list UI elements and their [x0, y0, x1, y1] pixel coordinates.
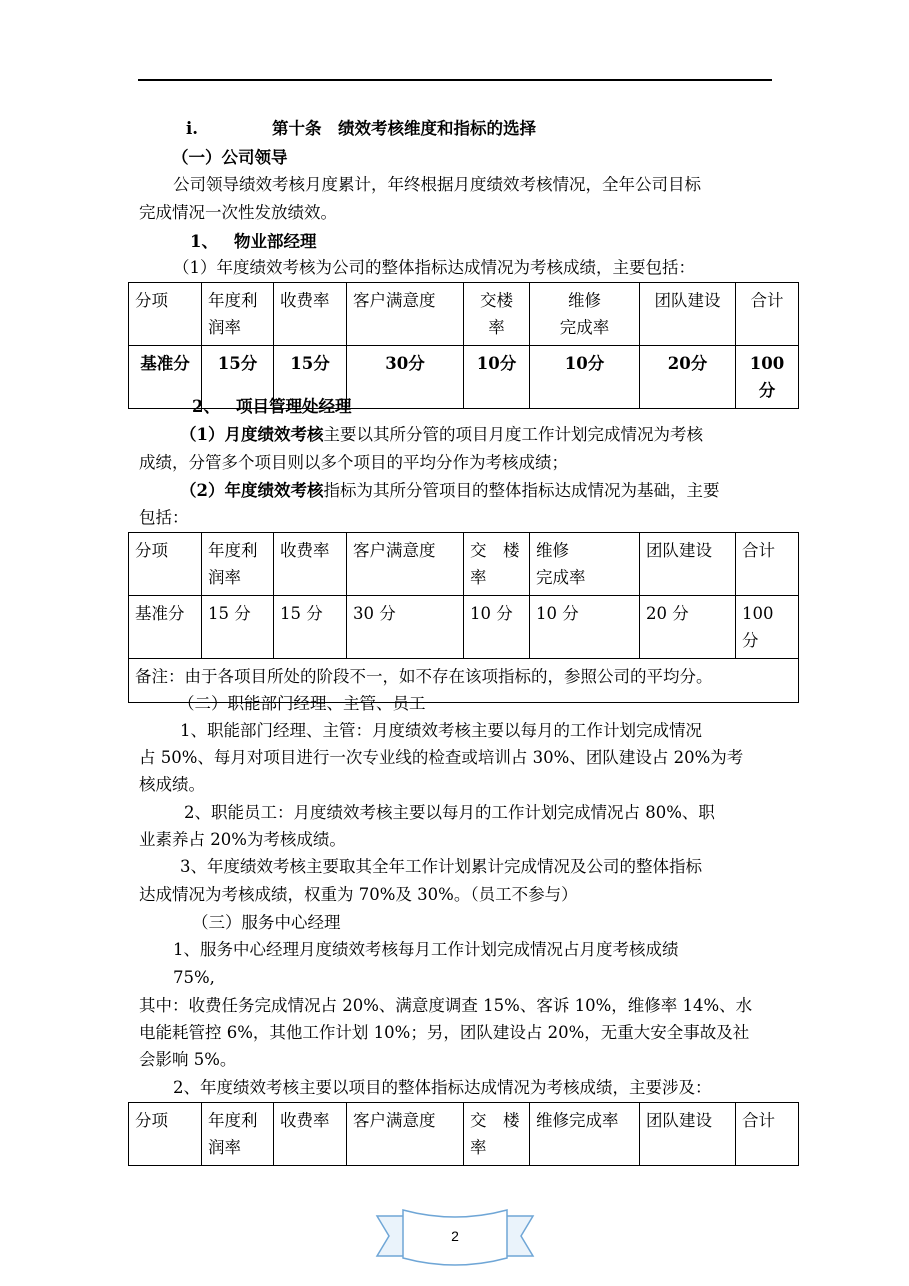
- paragraph-line: 核成绩。: [139, 775, 205, 794]
- table-header-cell: 客户满意度: [347, 533, 464, 596]
- table-cell: 基准分: [129, 346, 202, 409]
- table-cell: 10分: [464, 346, 530, 409]
- table-header-cell: 交 楼 率: [464, 1103, 530, 1166]
- table-header-cell: 客户满意度: [347, 1103, 464, 1166]
- paragraph-emphasis: （1）月度绩效考核: [180, 425, 324, 444]
- table-header-cell: 年度利 润率: [202, 283, 274, 346]
- table-header-cell: 维修完成率: [530, 1103, 640, 1166]
- table-cell: 15分: [274, 346, 347, 409]
- table-cell: 15分: [202, 346, 274, 409]
- header-rule: [138, 79, 772, 81]
- table-cell: 30 分: [347, 596, 464, 659]
- table-header-cell: 收费率: [274, 283, 347, 346]
- paragraph-line: 其中：收费任务完成情况占 20%、满意度调查 15%、客诉 10%，维修率 14%、水: [139, 996, 753, 1015]
- paragraph-line: 3、年度绩效考核主要取其全年工作计划累计完成情况及公司的整体指标: [180, 857, 702, 876]
- table-header-cell: 团队建设: [640, 283, 736, 346]
- table-cell: 基准分: [129, 596, 202, 659]
- table-cell: 15 分: [274, 596, 347, 659]
- table-header-cell: 分项: [129, 283, 202, 346]
- section-title-functional-departments: （二）职能部门经理、主管、员工: [178, 694, 426, 713]
- score-table-service-center: [128, 1102, 799, 1166]
- paragraph-line: 1、服务中心经理月度绩效考核每月工作计划完成情况占月度考核成绩: [173, 940, 679, 959]
- paragraph-line: 业素养占 20%为考核成绩。: [139, 830, 346, 849]
- table-cell: 20分: [640, 346, 736, 409]
- table-header-cell: 分项: [129, 533, 202, 596]
- table-header-cell: 交 楼 率: [464, 533, 530, 596]
- table-cell: 30分: [347, 346, 464, 409]
- table-cell: 10 分: [464, 596, 530, 659]
- page-number-ribbon: [375, 1208, 535, 1272]
- table-header-cell: 收费率: [274, 533, 347, 596]
- table-cell: 100 分: [736, 596, 799, 659]
- table-header-cell: 交楼 率: [464, 283, 530, 346]
- heading-number: i.: [186, 119, 199, 138]
- page-number: 2: [451, 1228, 459, 1244]
- paragraph-line: 2、职能员工：月度绩效考核主要以每月的工作计划完成情况占 80%、职: [184, 803, 715, 822]
- table-header-cell: 年度利 润率: [202, 1103, 274, 1166]
- table-cell: 10 分: [530, 596, 640, 659]
- paragraph-line: 完成情况一次性发放绩效。: [139, 203, 337, 222]
- paragraph-line: 达成情况为考核成绩，权重为 70%及 30%。（员工不参与）: [139, 885, 578, 904]
- paragraph-line: 2、年度绩效考核主要以项目的整体指标达成情况为考核成绩，主要涉及：: [173, 1078, 712, 1097]
- paragraph-line: （1）年度绩效考核为公司的整体指标达成情况为考核成绩，主要包括：: [173, 258, 695, 277]
- paragraph-line: 75%,: [173, 968, 215, 987]
- table-header-cell: 合计: [736, 533, 799, 596]
- table-cell: 15 分: [202, 596, 274, 659]
- paragraph-line: （2）年度绩效考核指标为其所分管项目的整体指标达成情况为基础，主要: [180, 481, 720, 500]
- paragraph-line: 会影响 5%。: [139, 1050, 237, 1069]
- section-title-company-leaders: （一）公司领导: [172, 148, 288, 167]
- table-header-cell: 年度利 润率: [202, 533, 274, 596]
- table-header-cell: 合计: [736, 1103, 799, 1166]
- table-note: 备注：由于各项目所处的阶段不一，如不存在该项指标的，参照公司的平均分。: [129, 659, 799, 703]
- table-header-cell: 合计: [736, 283, 799, 346]
- table-header-cell: 维修 完成率: [530, 533, 640, 596]
- table-cell: 100 分: [736, 346, 799, 409]
- paragraph-line: 公司领导绩效考核月度累计，年终根据月度绩效考核情况，全年公司目标: [173, 175, 701, 194]
- paragraph-line: 占 50%、每月对项目进行一次专业线的检查或培训占 30%、团队建设占 20%为考: [139, 748, 744, 767]
- table-header-cell: 团队建设: [640, 533, 736, 596]
- paragraph-line: 电能耗管控 6%，其他工作计划 10%；另，团队建设占 20%，无重大安全事故及社: [139, 1023, 750, 1042]
- table-header-cell: 收费率: [274, 1103, 347, 1166]
- table-header-cell: 团队建设: [640, 1103, 736, 1166]
- subsection-title-property-manager: 物业部经理: [234, 232, 317, 251]
- heading-title: 第十条 绩效考核维度和指标的选择: [272, 119, 536, 138]
- table-cell: 10分: [530, 346, 640, 409]
- section-title-service-center: （三）服务中心经理: [192, 913, 341, 932]
- subsection-title-project-manager: 项目管理处经理: [236, 397, 352, 416]
- paragraph-line: 包括：: [139, 508, 189, 527]
- paragraph-line: 1、职能部门经理、主管：月度绩效考核主要以每月的工作计划完成情况: [180, 721, 702, 740]
- table-header-cell: 客户满意度: [347, 283, 464, 346]
- table-header-cell: 分项: [129, 1103, 202, 1166]
- score-table-property-manager: [128, 282, 799, 409]
- table-header-cell: 维修 完成率: [530, 283, 640, 346]
- paragraph-emphasis: （2）年度绩效考核: [180, 481, 324, 500]
- subsection-number: 1、: [190, 232, 218, 251]
- table-cell: 20 分: [640, 596, 736, 659]
- paragraph-line: 成绩，分管多个项目则以多个项目的平均分作为考核成绩；: [139, 453, 568, 472]
- score-table-project-manager: [128, 532, 799, 703]
- paragraph-line: （1）月度绩效考核主要以其所分管的项目月度工作计划完成情况为考核: [180, 425, 703, 444]
- subsection-number: 2、: [192, 397, 220, 416]
